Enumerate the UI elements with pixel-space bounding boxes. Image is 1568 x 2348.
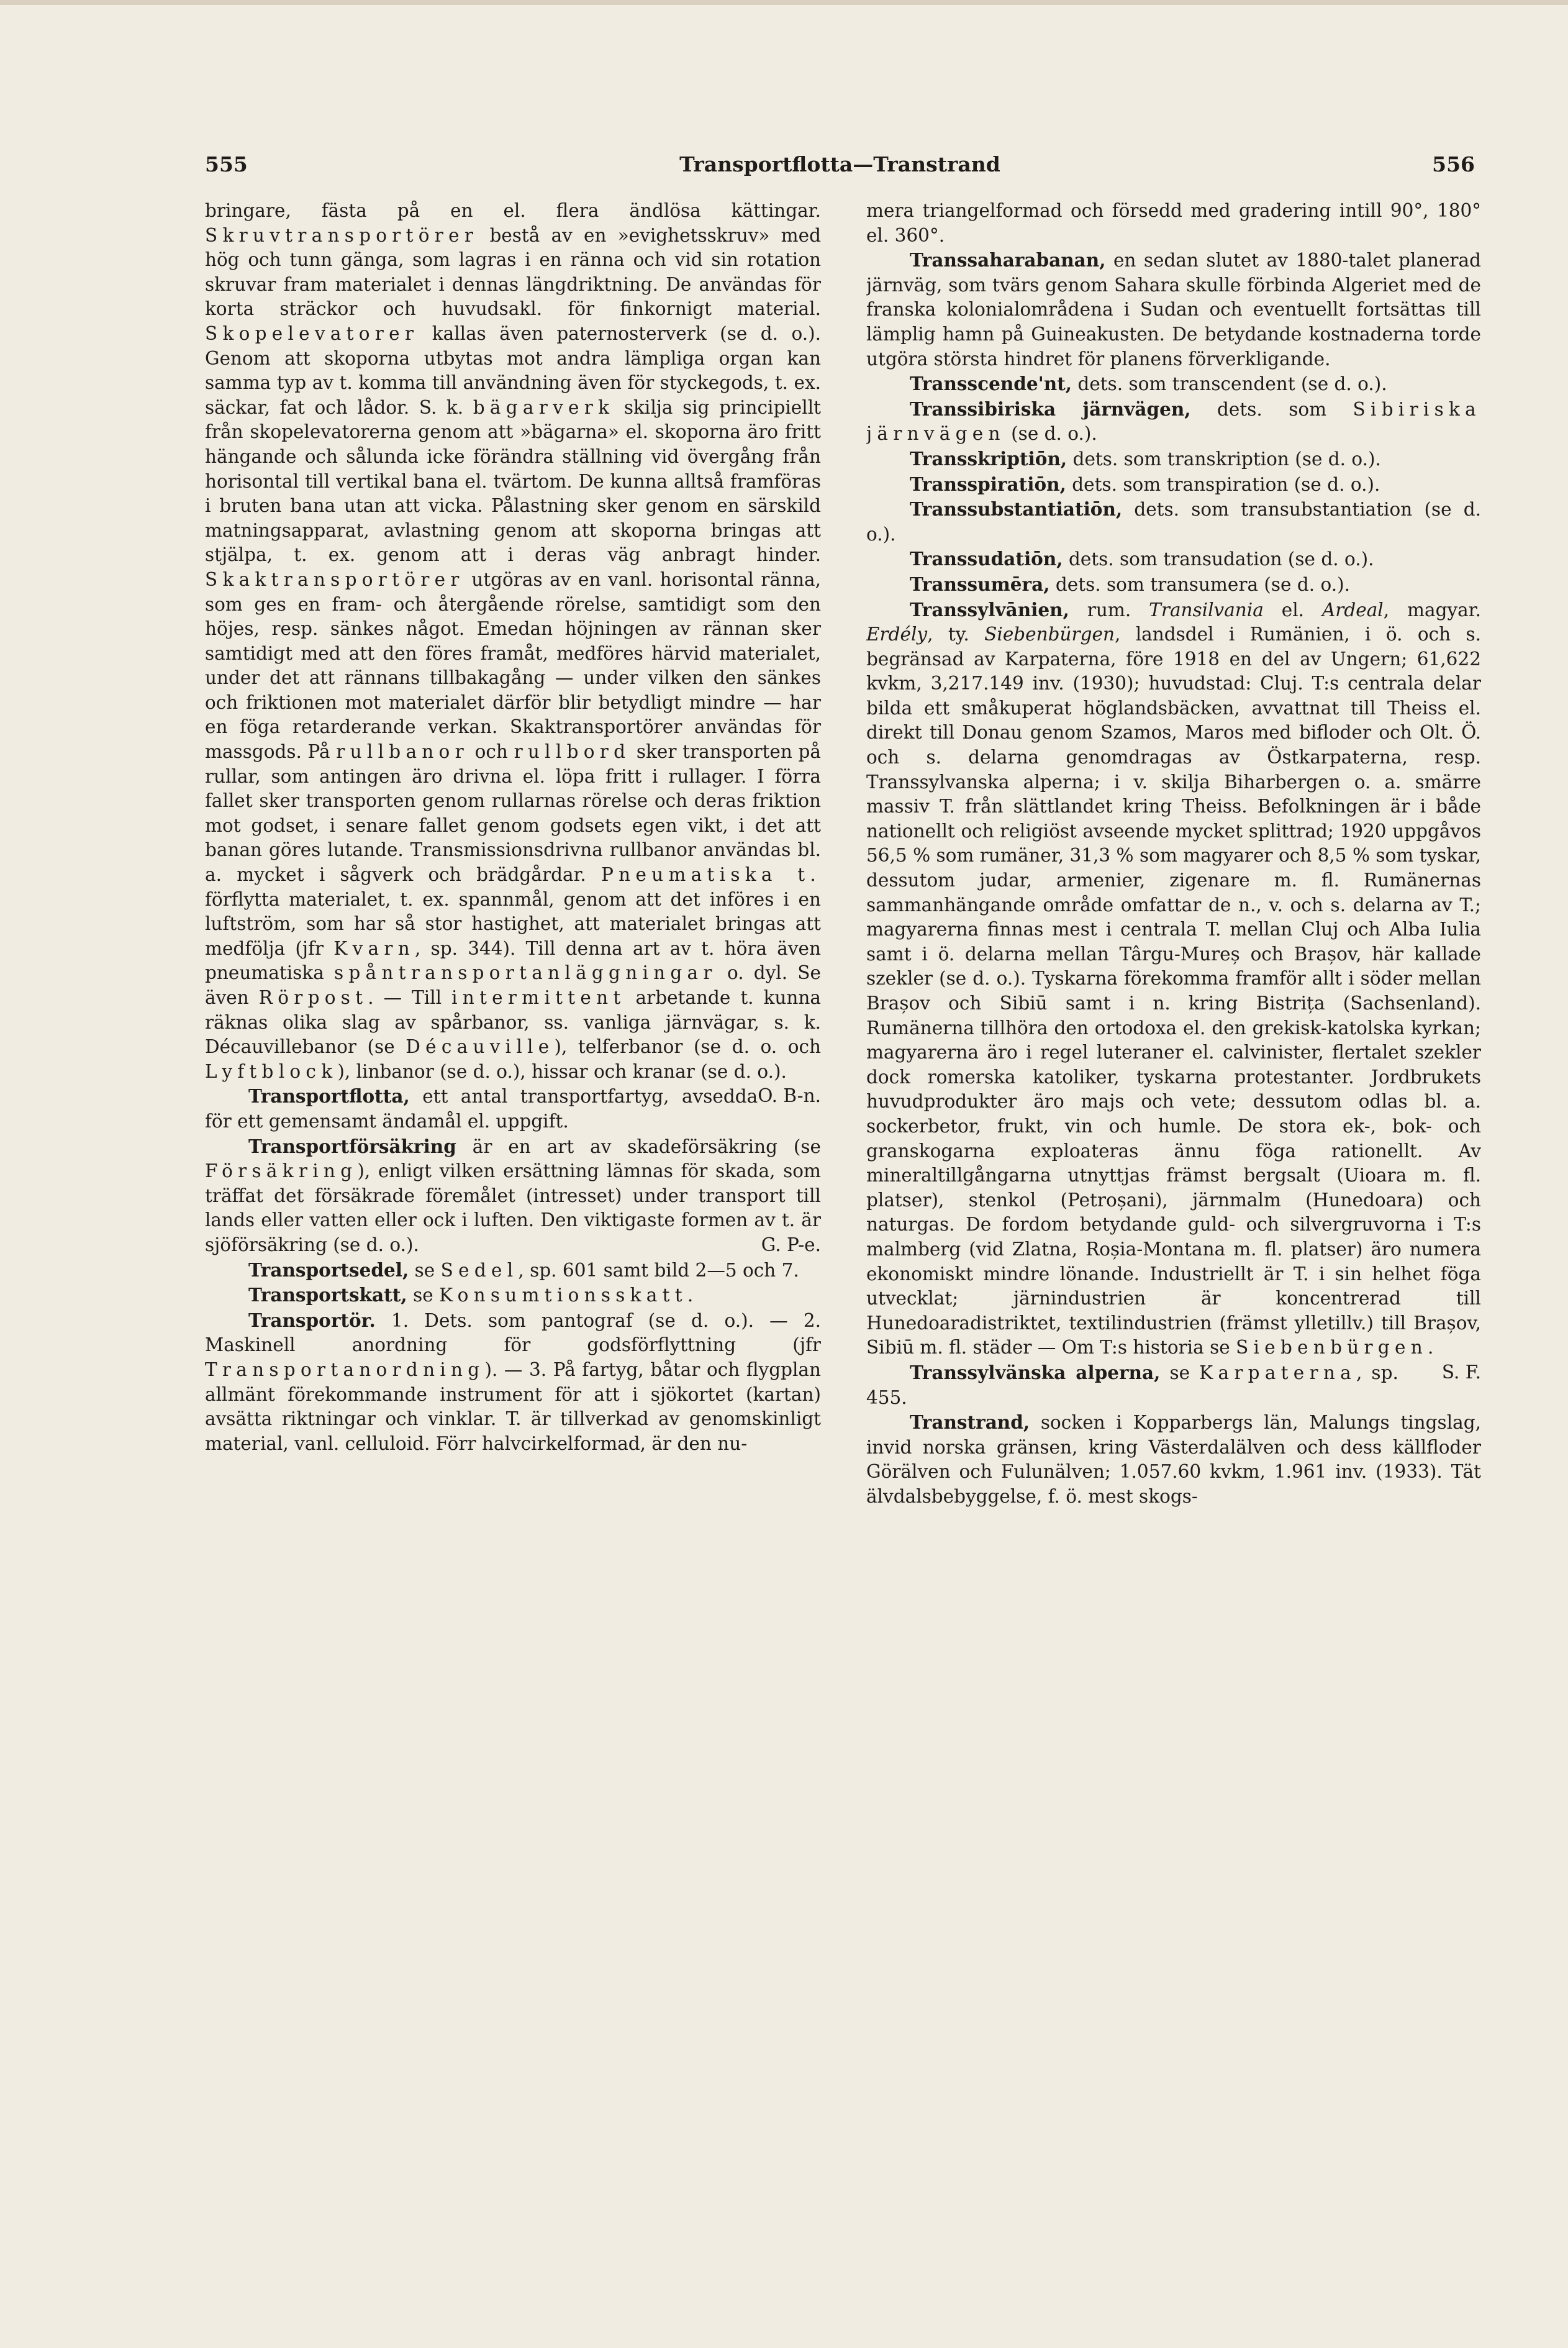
spaced-term: Sedel bbox=[440, 1259, 519, 1281]
headword: Transtrand, bbox=[910, 1411, 1030, 1434]
entry-transskription bbox=[866, 447, 1481, 472]
text-run: , sp. 601 samt bild 2—5 och 7. bbox=[518, 1259, 799, 1281]
headword: Transportskatt, bbox=[248, 1284, 407, 1306]
spaced-term: Sibiriska järnvägen bbox=[866, 398, 1481, 445]
entry-transsaharabanan bbox=[866, 248, 1481, 371]
spaced-term: Försäkring bbox=[205, 1160, 358, 1182]
text-run: , ty. bbox=[927, 624, 969, 645]
headword: Transscende'nt, bbox=[910, 373, 1072, 395]
headword: Transsaharabanan, bbox=[910, 249, 1106, 271]
text-run: skilja sig principiellt från skopelevatorerna genom att »bägarna» el. skoporna äro fritt hängande och sålunda icke förändra ställning vid övergång från horisontal till vertikal bana el. tvärtom. De kunna alltså framföras i bruten bana utan att vicka. Pålastning sker genom en särskild matningsapparat, avlastning genom att skoporna bringas att stjälpa, t. ex. genom att i deras väg anbragt hinder. bbox=[205, 396, 821, 566]
headword: Transportör. bbox=[248, 1309, 376, 1331]
text-run: bestå av en »evighetsskruv» med hög och tunn gänga, som lagras i en ränna och vid sin rotation skruvar fram materialet i dennas längdriktning. De användas för korta sträckor och huvudsakl. för finkornigt material. bbox=[205, 224, 821, 320]
spaced-term: intermittent bbox=[451, 987, 626, 1008]
page-number-left: 555 bbox=[205, 152, 248, 176]
entry-transportskatt bbox=[205, 1283, 821, 1308]
page-top-edge bbox=[0, 0, 1568, 5]
entry-transspiration bbox=[866, 472, 1481, 498]
spaced-term: Lyftblock bbox=[205, 1060, 338, 1082]
spaced-term: Kvarn bbox=[333, 937, 415, 959]
text-run: dets. som transcendent (se d. o.). bbox=[1077, 373, 1387, 395]
headword: Transsubstantiatiōn, bbox=[910, 498, 1123, 521]
text-run: mera triangelformad och försedd med gradering intill 90°, 180° el. 360°. bbox=[866, 200, 1481, 246]
entry-transportflotta bbox=[205, 1084, 821, 1134]
text-run: ), telferbanor (se d. o. och bbox=[554, 1036, 821, 1058]
text-run: se bbox=[1169, 1362, 1190, 1383]
text-run: arbetande t. kunna räknas olika slag av spårbanor, ss. vanliga järnvägar, s. k. Décauvillebanor (se bbox=[205, 987, 821, 1058]
headword: Transportsedel, bbox=[248, 1258, 409, 1281]
italic-term: Transilvania bbox=[1149, 599, 1264, 621]
spaced-term: Karpaterna bbox=[1199, 1362, 1356, 1383]
entry-transportforsakring bbox=[205, 1134, 821, 1258]
text-run: förflytta materialet, t. ex. spannmål, genom att det införes i en luftström, som har så stor hastighet, att materialet bringas att medfölja (jfr bbox=[205, 888, 821, 959]
text-run: sker transporten på rullar, som antingen äro drivna el. löpa fritt i rullager. I förra fallet sker transporten genom rullarnas rörelse och deras friktion mot godset, i senare fallet genom godsets egen vikt, i det att banan göres lutande. Transmissionsdrivna rullbanor användas bl. a. mycket i sågverk och brädgårdar. bbox=[205, 741, 821, 886]
spaced-term: bägarverk bbox=[473, 396, 615, 418]
text-run: dets. som transpiration (se d. o.). bbox=[1072, 473, 1380, 495]
entry-transportsedel bbox=[205, 1258, 821, 1283]
text-run: och bbox=[474, 741, 508, 763]
left-column bbox=[205, 199, 821, 2298]
headword: Transsibiriska järnvägen, bbox=[910, 398, 1191, 420]
headword: Transportförsäkring bbox=[248, 1135, 456, 1157]
text-run: utgöras av en vanl. horisontal ränna, som ges en fram- och återgående rörelse, samtidigt som den höjes, resp. sänkes något. Emedan höjningen av rännan sker samtidigt med att den föres framåt, medföres härvid materialet, under det att rännans tillbakagång — under vilken den sänkes och friktionen mot materialet därför blir betydligt mindre — har en föga retarderande verkan. Skaktransportörer användas för massgods. På bbox=[205, 568, 821, 763]
text-run: dets. som bbox=[1217, 398, 1327, 420]
italic-term: Ardeal bbox=[1321, 599, 1384, 621]
spaced-term: Transportanordning bbox=[205, 1358, 485, 1380]
spaced-term: rullbord bbox=[514, 741, 631, 763]
spaced-term: rullbanor bbox=[336, 741, 469, 763]
entry-continuation bbox=[866, 199, 1481, 248]
text-run: en sedan slutet av 1880-talet planerad järnväg, som tvärs genom Sahara skulle förbinda Algeriet med de franska kolonialområdena i Sudan och eventuellt fortsättas till lämplig hamn på Guineakusten. De betydande kostnaderna torde utgöra största hindret för planens förverkligande. bbox=[866, 250, 1481, 370]
spaced-term: Pneumatiska t. bbox=[601, 864, 821, 886]
text-run: el. bbox=[1281, 599, 1305, 621]
running-title: Transportflotta—Transtrand bbox=[679, 152, 1000, 176]
text-run: se bbox=[413, 1285, 433, 1306]
headword: Transspiratiōn, bbox=[910, 473, 1066, 495]
text-run: kallas även paternosterverk (se d. o.). Genom att skoporna utbytas mot andra lämpliga organ kan samma typ av t. komma till användning även för styckegods, t. ex. säckar, fat och lådor. S. k. bbox=[205, 322, 821, 418]
entry-transsubstantiation bbox=[866, 497, 1481, 547]
spaced-term: Rörpost bbox=[258, 987, 368, 1008]
headword: Transportflotta, bbox=[248, 1085, 410, 1108]
text-run: , sp. 344). Till denna art av t. höra även pneumatiska bbox=[205, 937, 821, 984]
headword: Transsylvānien, bbox=[910, 598, 1069, 621]
headword: Transsumēra, bbox=[910, 573, 1050, 595]
entry-transscendent bbox=[866, 371, 1481, 397]
spaced-term: Skaktransportörer bbox=[205, 568, 465, 590]
entry-transsumera bbox=[866, 572, 1481, 598]
spaced-term: Konsumtionsskatt bbox=[439, 1285, 687, 1306]
entry-transportor bbox=[205, 1308, 821, 1457]
spaced-term: Skopelevatorer bbox=[205, 322, 419, 344]
text-run: . bbox=[1427, 1337, 1434, 1358]
text-run: dets. som transkription (se d. o.). bbox=[1072, 448, 1381, 470]
author-signature: G. P-e. bbox=[761, 1234, 821, 1255]
text-run: dets. som transubstantiation (se d. o.). bbox=[866, 499, 1481, 545]
text-run: se bbox=[414, 1259, 435, 1281]
headword: Transskriptiōn, bbox=[910, 447, 1067, 470]
page-number-right: 556 bbox=[1432, 152, 1475, 176]
text-run: socken i Kopparbergs län, Malungs tingslag, invid norska gränsen, kring Västerdalälven och dess källfloder Görälven och Fulunälven; 1.057.60 kvkm, 1.961 inv. (1933). Tät älvdalsbebyggelse, f. ö. mest skogs- bbox=[866, 1412, 1481, 1507]
text-run: ), linbanor (se d. o.), hissar och kranar (se d. o.). bbox=[337, 1060, 787, 1082]
text-run: o. dyl. Se även bbox=[205, 962, 821, 1008]
entry-transsudation bbox=[866, 547, 1481, 572]
text-run: , sp. 455. bbox=[866, 1362, 1398, 1408]
italic-term: Erdély bbox=[866, 624, 928, 645]
spaced-term: Décauville bbox=[406, 1036, 555, 1058]
text-run: ). — 3. På fartyg, båtar och flygplan allmänt förekommande instrument för att i sjökortet (kartan) avsätta riktningar och vinklar. T. är tillverkad av genomskinligt material, vanl. celluloid. Förr halvcirkelformad, är den nu- bbox=[205, 1358, 821, 1454]
author-signature: S. F. bbox=[1441, 1361, 1481, 1383]
entry-transtrand bbox=[866, 1410, 1481, 1509]
headword: Transsylvänska alperna, bbox=[910, 1361, 1161, 1383]
text-run: är en art av skadeförsäkring (se bbox=[472, 1135, 821, 1157]
headword: Transsudatiōn, bbox=[910, 548, 1063, 570]
text-run: ), enligt vilken ersättning lämnas för skada, som träffat det försäkrade föremålet (intresset) under transport till lands eller vatten eller ock i luften. Den viktigaste formen av t. är sjöförsäkring (se d. o.). bbox=[205, 1160, 821, 1255]
italic-term: Siebenbürgen bbox=[984, 624, 1115, 645]
text-run: . bbox=[687, 1285, 694, 1306]
text-run: rum. bbox=[1087, 599, 1131, 621]
right-column bbox=[866, 199, 1481, 2298]
entry-transsibiriska bbox=[866, 397, 1481, 447]
spaced-term: Skruvtransportörer bbox=[205, 224, 479, 246]
text-run: , landsdel i Rumänien, i ö. och s. begränsad av Karpaterna, före 1918 en del av Ungern; 61,622 kvkm, 3,217.149 inv. (1930); huvudstad: Cluj. T:s centrala delar bilda ett småkuperat höglandsbäcken, avvattnat till Theiss el. direkt till Donau genom Szamos, Maros med bifloder och Olt. Ö. och s. delarna genomdragas av Östkarpaterna, resp. Transsylvanska alperna; i v. skilja Biharbergen o. a. smärre massiv T. från slättlandet kring Theiss. Befolkningen är i både nationellt och religiöst avseende mycket splittrad; 1920 uppgåvos 56,5 % som rumäner, 31,3 % som magyarer och 8,5 % som tyskar, dessutom judar, armenier, zigenare m. fl. Rumänernas sammanhängande område omfattar de n., v. och s. delarna av T.; magyarerna finnas mest i centrala T. mellan Cluj och Alba Iulia samt i ö. delarna mellan Târgu-Mureș och Brașov, här kallade szekler (se d. o.). Tyskarna förekomma framför allt i söder mellan Brașov och Sibiū samt i n. kring Bistrița (Sachsenland). Rumänerna tillhöra den ortodoxa el. den grekisk-katolska kyrkan; magyarerna äro i regel luteraner el. calvinister, flertalet szekler dock romerska katoliker, tyskarna protestanter. Jordbrukets huvudprodukter äro majs och vete; dessutom odlas bl. a. sockerbetor, frukt, vin och humle. De stora ek-, bok- och granskogarna exploateras ännu föga rationellt. Av mineraltillgångarna utnyttjas främst bergsalt (Uioara m. fl. platser), stenkol (Petroșani), järnmalm (Hunedoara) och naturgas. De fordom betydande guld- och silvergruvorna i T:s malmberg (vid Zlatna, Roșia-Montana m. fl. platser) äro numera ekonomiskt mindre lönande. Industriellt är T. i sin helhet föga utvecklat; järnindustrien är koncentrerad till Hunedoaradistriktet, textilindustrien (främst ylletillv.) till Brașov, Sibiū m. fl. städer — Om T:s historia se bbox=[866, 624, 1481, 1358]
author-signature: O. B-n. bbox=[758, 1085, 821, 1107]
text-run: ett antal transportfartyg, avsedda för ett gemensamt ändamål el. uppgift. bbox=[205, 1086, 758, 1132]
text-run: bringare, fästa på en el. flera ändlösa kättingar. bbox=[205, 200, 821, 221]
text-run: . — Till bbox=[368, 987, 442, 1008]
spaced-term: spåntransportanläggningar bbox=[333, 962, 717, 984]
spaced-term: Siebenbürgen bbox=[1236, 1337, 1428, 1358]
text-run: dets. som transumera (se d. o.). bbox=[1055, 573, 1351, 595]
text-run: 1. Dets. som pantograf (se d. o.). — 2. Maskinell anordning för godsförflyttning (jfr bbox=[205, 1309, 821, 1356]
running-header bbox=[205, 152, 1475, 189]
entry-transsylvanska-alperna bbox=[866, 1360, 1481, 1410]
text-run: dets. som transudation (se d. o.). bbox=[1068, 548, 1374, 570]
text-run: (se d. o.). bbox=[1011, 423, 1097, 445]
text-run: , magyar. bbox=[1383, 599, 1481, 621]
